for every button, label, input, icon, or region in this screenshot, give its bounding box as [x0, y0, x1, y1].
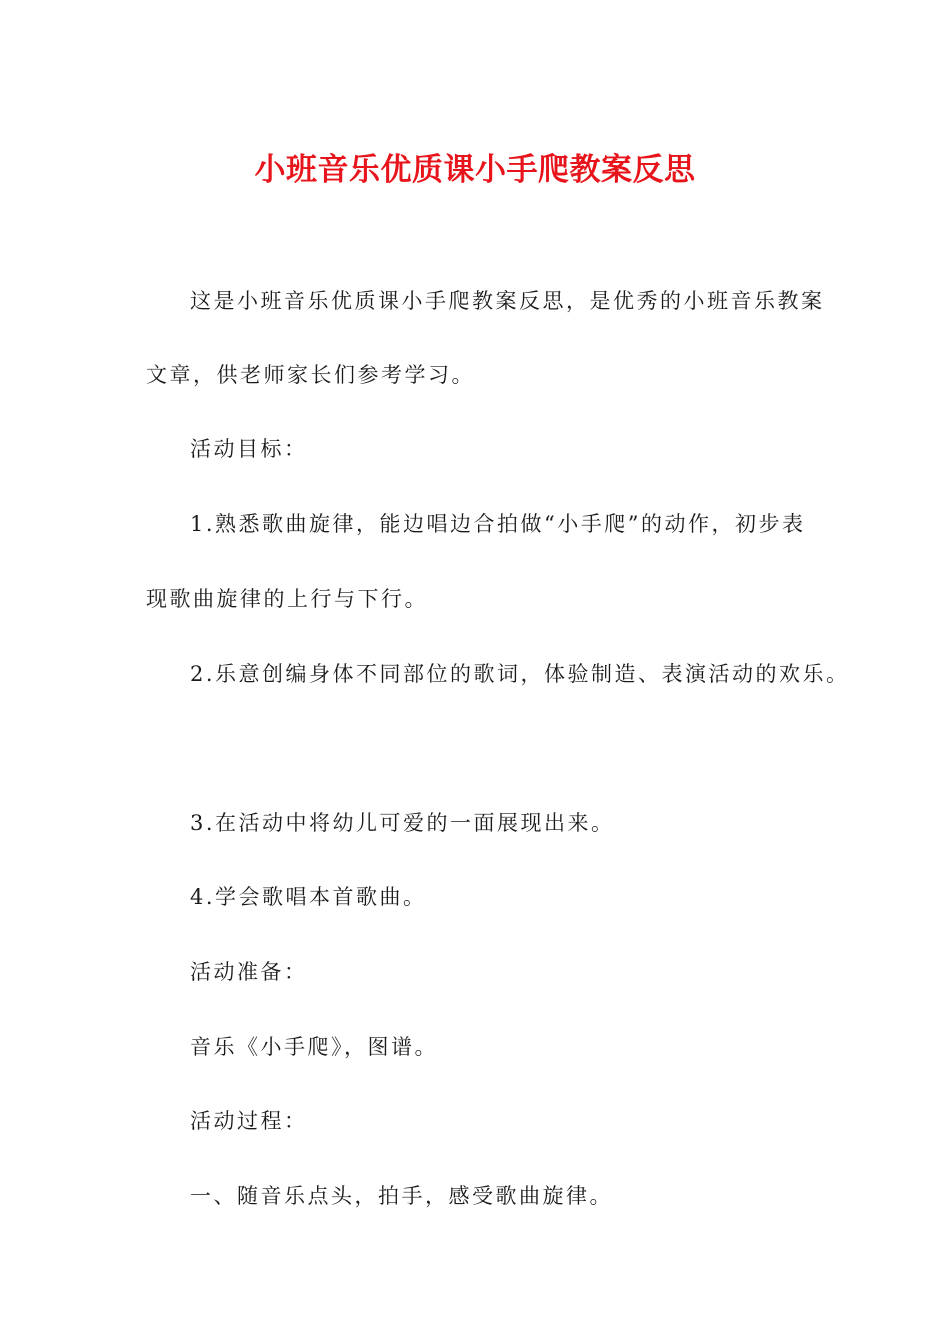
paragraph-intro-line-2: 文章，供老师家长们参考学习。: [146, 363, 475, 387]
heading-activity-preparation: 活动准备：: [190, 960, 308, 984]
goal-2: 2.乐意创编身体不同部位的歌词，体验制造、表演活动的欢乐。: [190, 662, 850, 686]
goal-1-line-2: 现歌曲旋律的上行与下行。: [146, 587, 428, 611]
process-step-1: 一、随音乐点头，拍手，感受歌曲旋律。: [190, 1184, 613, 1208]
heading-activity-process: 活动过程：: [190, 1109, 308, 1133]
goal-3: 3.在活动中将幼儿可爱的一面展现出来。: [190, 811, 615, 835]
heading-activity-goals: 活动目标：: [190, 437, 308, 461]
preparation-materials: 音乐《小手爬》，图谱。: [190, 1035, 438, 1059]
paragraph-intro-line-1: 这是小班音乐优质课小手爬教案反思，是优秀的小班音乐教案: [190, 289, 825, 313]
goal-1-line-1: 1.熟悉歌曲旋律，能边唱边合拍做“小手爬”的动作，初步表: [190, 512, 806, 536]
document-title: 小班音乐优质课小手爬教案反思: [254, 152, 696, 188]
goal-4: 4.学会歌唱本首歌曲。: [190, 885, 427, 909]
